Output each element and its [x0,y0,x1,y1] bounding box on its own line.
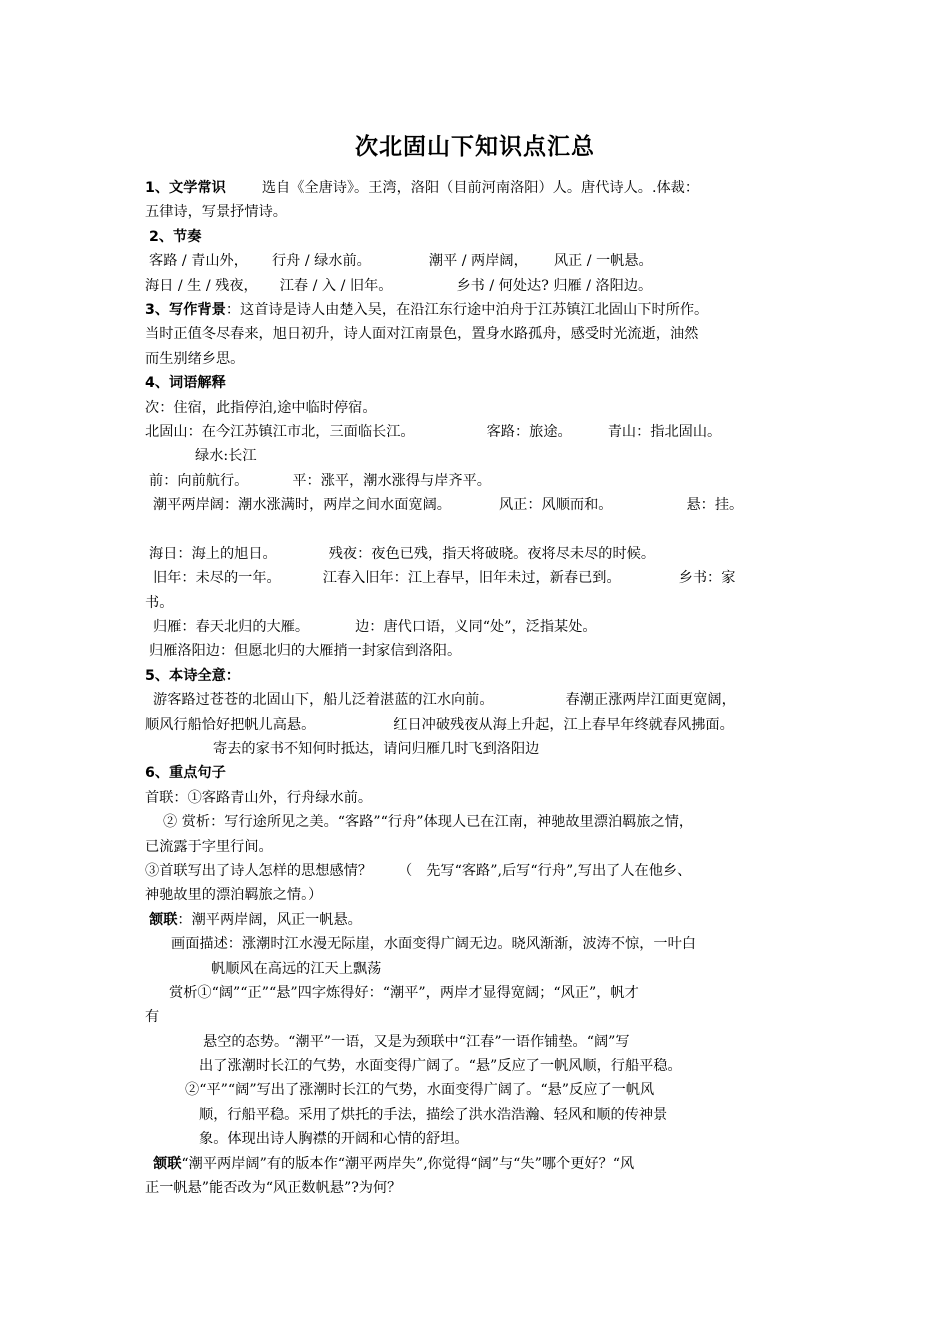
section-1-heading: 1、文学常识 [145,180,226,196]
section-3-line-3: 而生别绪乡思。 [145,350,245,367]
s6-line-11: 悬空的态势。“潮平”一语，又是为颈联中“江春”一语作铺垫。“阔”写 [203,1033,630,1050]
word-canye: 残夜：夜色已残，指天将破晓。夜将尽未尽的时候。 [328,545,656,562]
section-5-heading: 5、本诗全意： [145,667,240,684]
word-lvshui: 绿水:长江 [195,448,257,465]
section-1-text: 选自《全唐诗》。王湾，洛阳（目前河南洛阳）人。唐代诗人。.体裁： [261,180,700,196]
rhythm-2: 行舟 / 绿水前。 [271,253,371,270]
meaning-2b: 红日冲破残夜从海上升起，江上春早年终就春风拂面。 [393,716,734,733]
s6-question: ③首联写出了诗人怎样的思想感情？ [145,862,373,879]
document-body [145,176,825,1200]
word-hairi: 海日：海上的旭日。 [149,545,277,562]
s6-line-1: 首联：①客路青山外，行舟绿水前。 [145,789,373,806]
section-3-line-2: 当时正值冬尽春来，旭日初升，诗人面对江南景色，置身水路孤舟，感受时光流逝，油然 [145,326,699,343]
word-beigushan: 北固山：在今江苏镇江市北，三面临长江。 [145,423,415,440]
word-bian: 边：唐代口语，义同“处”，泛指某处。 [355,619,597,636]
rhythm-5: 海日 / 生 / 残夜， [145,277,258,294]
s6-line-14: 顺，行船平稳。采用了烘托的手法，描绘了洪水浩浩瀚、轻风和顺的传神景 [199,1106,668,1123]
rhythm-row-2 [145,274,825,298]
hanlian-text: ：潮平两岸阔，风正一帆悬。 [177,911,362,928]
word-ci: 次：住宿，此指停泊,途中临时停宿。 [145,399,377,416]
s6-line-5: 神驰故里的漂泊羁旅之情。） [145,887,323,904]
word-row-7 [145,566,825,590]
word-row-8: 书。 [145,594,174,611]
section-2-heading-text: 2、节奏 [149,228,202,245]
meaning-line-2 [145,713,825,737]
word-row-2 [145,420,825,444]
hanlian-label: 颔联 [149,911,178,928]
s6-line-17: 正一帆悬”能否改为“风正数帆悬”?为何？ [145,1180,402,1197]
section-2-heading [145,225,825,249]
word-kelu: 客路：旅途。 [486,423,572,440]
s6-line-7: 画面描述：涨潮时江水漫无际崖，水面变得广阔无边。晓风渐渐，波涛不惊，一叶白 [171,936,696,953]
word-xiangshu: 乡书：家 [678,570,736,587]
s6-line-12: 出了涨潮时长江的气势，水面变得广阔了。“悬”反应了一帆风顺，行船平稳。 [199,1058,682,1075]
meaning-line-1 [145,688,825,712]
word-row-6 [145,542,825,566]
blank-line [145,517,825,541]
s6-paren: （ [398,862,413,879]
word-row-10: 归雁洛阳边：但愿北归的大雁捎一封家信到洛阳。 [149,643,462,660]
word-chaoping: 潮平两岸阔：潮水涨满时，两岸之间水面宽阔。 [153,497,451,514]
word-xuan: 悬：挂。 [686,497,744,514]
s6-line-2: ② 赏析：写行途所见之美。“客路”“行舟”体现人已在江南，神驰故里漂泊羁旅之情， [163,814,694,831]
hanlian-question: “潮平两岸阔”有的版本作“潮平两岸失”,你觉得“阔”与“失”哪个更好？“风 [181,1155,635,1172]
meaning-line-3: 寄去的家书不知何时抵达，请问归雁几时飞到洛阳边 [213,740,540,757]
word-guiyan: 归雁：春天北归的大雁。 [153,619,310,636]
word-ping: 平：涨平，潮水涨得与岸齐平。 [292,472,491,489]
s6-line-15: 象。体现出诗人胸襟的开阔和心情的舒坦。 [199,1131,469,1148]
word-qian: 前：向前航行。 [149,472,249,489]
word-fengzheng: 风正：风顺而和。 [498,497,613,514]
word-jiunian: 旧年：未尽的一年。 [153,570,281,587]
section-1-line-1 [145,176,825,200]
hanlian-label-2: 颔联 [153,1155,182,1172]
section-4-heading: 4、词语解释 [145,375,226,392]
word-row-4 [145,469,825,493]
meaning-1b: 春潮正涨两岸江面更宽阔， [565,692,736,709]
word-jiangchun: 江春入旧年：江上春早，旧年未过，新春已到。 [322,570,621,587]
rhythm-6: 江春 / 入 / 旧年。 [279,277,393,294]
section-6-heading: 6、重点句子 [145,765,226,782]
rhythm-4: 风正 / 一帆悬。 [553,253,653,270]
word-row-9 [145,615,825,639]
s6-line-13: ②“平”“阔”写出了涨潮时长江的气势，水面变得广阔了。“悬”反应了一帆风 [185,1082,655,1099]
section-3-line-1 [145,298,825,322]
s6-line-10: 有 [145,1009,160,1026]
s6-line-9: 赏析①“阔”“正”“悬”四字炼得好：“潮平”，两岸才显得宽阔；“风正”，帆才 [169,984,639,1001]
word-row-5 [145,493,825,517]
word-qingshan: 青山：指北固山。 [607,423,722,440]
section-3-text: ：这首诗是诗人由楚入吴，在沿江东行途中泊舟于江苏镇江北固山下时所作。 [225,301,709,318]
rhythm-1: 客路 / 青山外， [149,253,248,270]
section-1-line-2: 五律诗，写景抒情诗。 [145,204,287,221]
s6-line-8: 帆顺风在高远的江天上飘荡 [211,960,382,977]
s6-answer: 先写“客路”,后写“行舟”,写出了人在他乡、 [426,862,692,879]
s6-line-16 [145,1152,825,1176]
meaning-2a: 顺风行船恰好把帆儿高悬。 [145,716,316,733]
s6-line-4 [145,859,825,883]
rhythm-row-1 [145,249,825,273]
rhythm-3: 潮平 / 两岸阔， [428,253,528,270]
page-title: 次北固山下知识点汇总 [355,134,595,160]
s6-line-6 [145,908,825,932]
rhythm-7: 乡书 / 何处达? 归雁 / 洛阳边。 [456,277,653,294]
meaning-1a: 游客路过苍苍的北固山下，船儿泛着湛蓝的江水向前。 [153,692,494,709]
section-3-heading: 3、写作背景 [145,301,226,318]
s6-line-3: 已流露于字里行间。 [145,838,273,855]
